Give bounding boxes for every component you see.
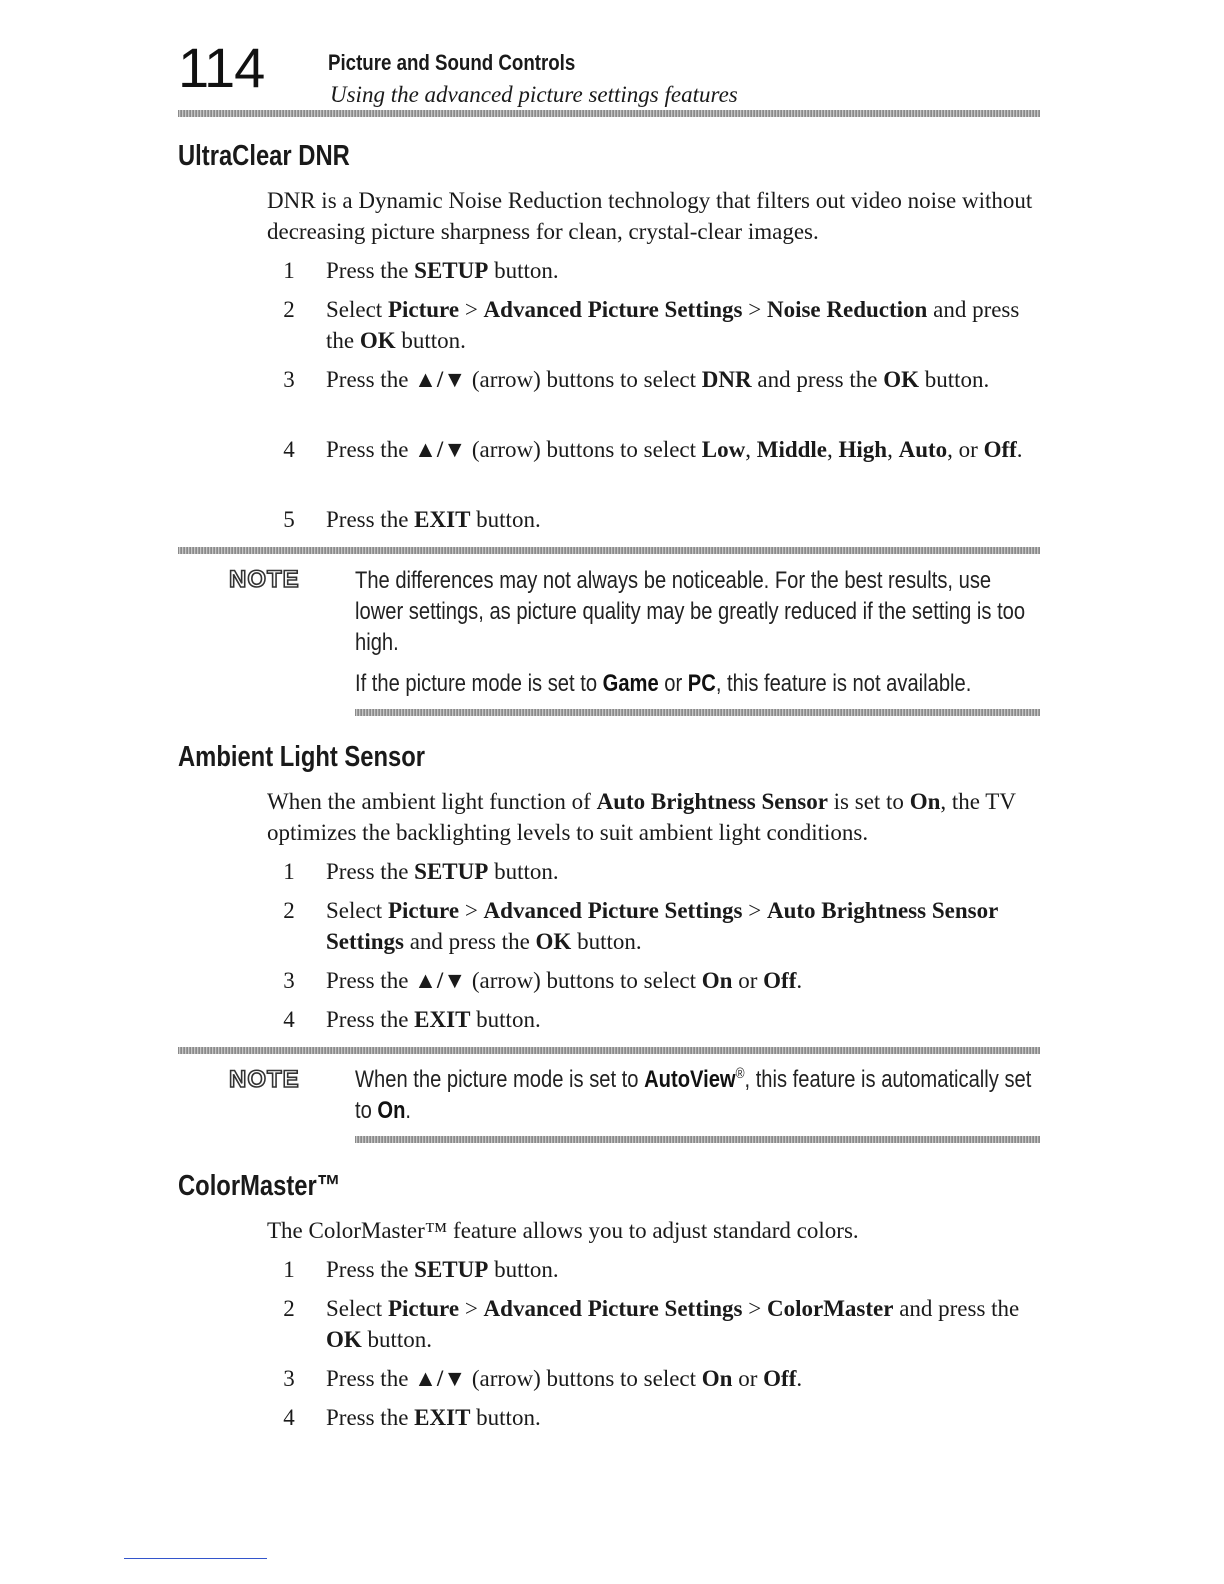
step-text: Press the EXIT button. xyxy=(326,1007,541,1032)
note-label: NOTE xyxy=(229,566,300,593)
note-text: If the picture mode is set to Game or PC, this feature is not available. xyxy=(355,670,972,697)
step-number: 3 xyxy=(283,367,295,392)
step-text: Select Picture > Advanced Picture Settings > Noise Reduction and press the OK button. xyxy=(326,297,1020,353)
step-number: 4 xyxy=(283,1007,295,1032)
step-text: Press the SETUP button. xyxy=(326,859,559,884)
heading-ambient-light-sensor: Ambient Light Sensor xyxy=(178,741,426,773)
step-number: 3 xyxy=(283,968,295,993)
note-rule-bottom xyxy=(355,1136,1040,1143)
dnr-intro: DNR is a Dynamic Noise Reduction technology that filters out video noise without decreasing picture sharpness for clean, crystal-clear images. xyxy=(267,188,1033,244)
page-number: 114 xyxy=(178,36,265,99)
note-label: NOTE xyxy=(229,1066,300,1093)
step-text: Select Picture > Advanced Picture Settings > Auto Brightness Sensor Settings and press the OK button. xyxy=(326,898,998,954)
chapter-title: Picture and Sound Controls xyxy=(328,50,576,75)
step-text: Press the ▲/▼ (arrow) buttons to select DNR and press the OK button. xyxy=(326,367,990,392)
colormaster-intro: The ColorMaster™ feature allows you to adjust standard colors. xyxy=(267,1218,859,1243)
ambient-intro: When the ambient light function of Auto Brightness Sensor is set to On, the TV optimizes the backlighting levels to suit ambient light conditions. xyxy=(267,789,1016,845)
step-number: 1 xyxy=(283,258,295,283)
note-rule-top xyxy=(178,547,1040,554)
heading-ultraclear-dnr: UltraClear DNR xyxy=(178,140,350,172)
step-text: Press the SETUP button. xyxy=(326,258,559,283)
header-rule xyxy=(178,110,1040,117)
step-text: Press the EXIT button. xyxy=(326,1405,541,1430)
step-text: Press the SETUP button. xyxy=(326,1257,559,1282)
step-number: 2 xyxy=(283,898,295,923)
step-number: 1 xyxy=(283,859,295,884)
footer-line xyxy=(124,1558,267,1559)
note-rule-bottom xyxy=(355,709,1040,716)
step-number: 4 xyxy=(283,1405,295,1430)
step-text: Press the ▲/▼ (arrow) buttons to select On or Off. xyxy=(326,968,803,993)
note-text: When the picture mode is set to AutoView®, this feature is automatically set to On. xyxy=(355,1066,1032,1124)
step-number: 1 xyxy=(283,1257,295,1282)
step-number: 5 xyxy=(283,507,295,532)
step-number: 2 xyxy=(283,297,295,322)
note-rule-top xyxy=(178,1047,1040,1054)
step-text: Press the EXIT button. xyxy=(326,507,541,532)
step-number: 2 xyxy=(283,1296,295,1321)
step-number: 3 xyxy=(283,1366,295,1391)
step-text: Press the ▲/▼ (arrow) buttons to select On or Off. xyxy=(326,1366,803,1391)
step-text: Press the ▲/▼ (arrow) buttons to select Low, Middle, High, Auto, or Off. xyxy=(326,437,1023,462)
heading-colormaster: ColorMaster™ xyxy=(178,1170,341,1202)
note-text: The differences may not always be noticeable. For the best results, use lower settings, as picture quality may be greatly reduced if the setting is too high. xyxy=(355,567,1026,656)
section-subtitle: Using the advanced picture settings features xyxy=(330,82,738,107)
step-text: Select Picture > Advanced Picture Settings > ColorMaster and press the OK button. xyxy=(326,1296,1020,1352)
step-number: 4 xyxy=(283,437,295,462)
